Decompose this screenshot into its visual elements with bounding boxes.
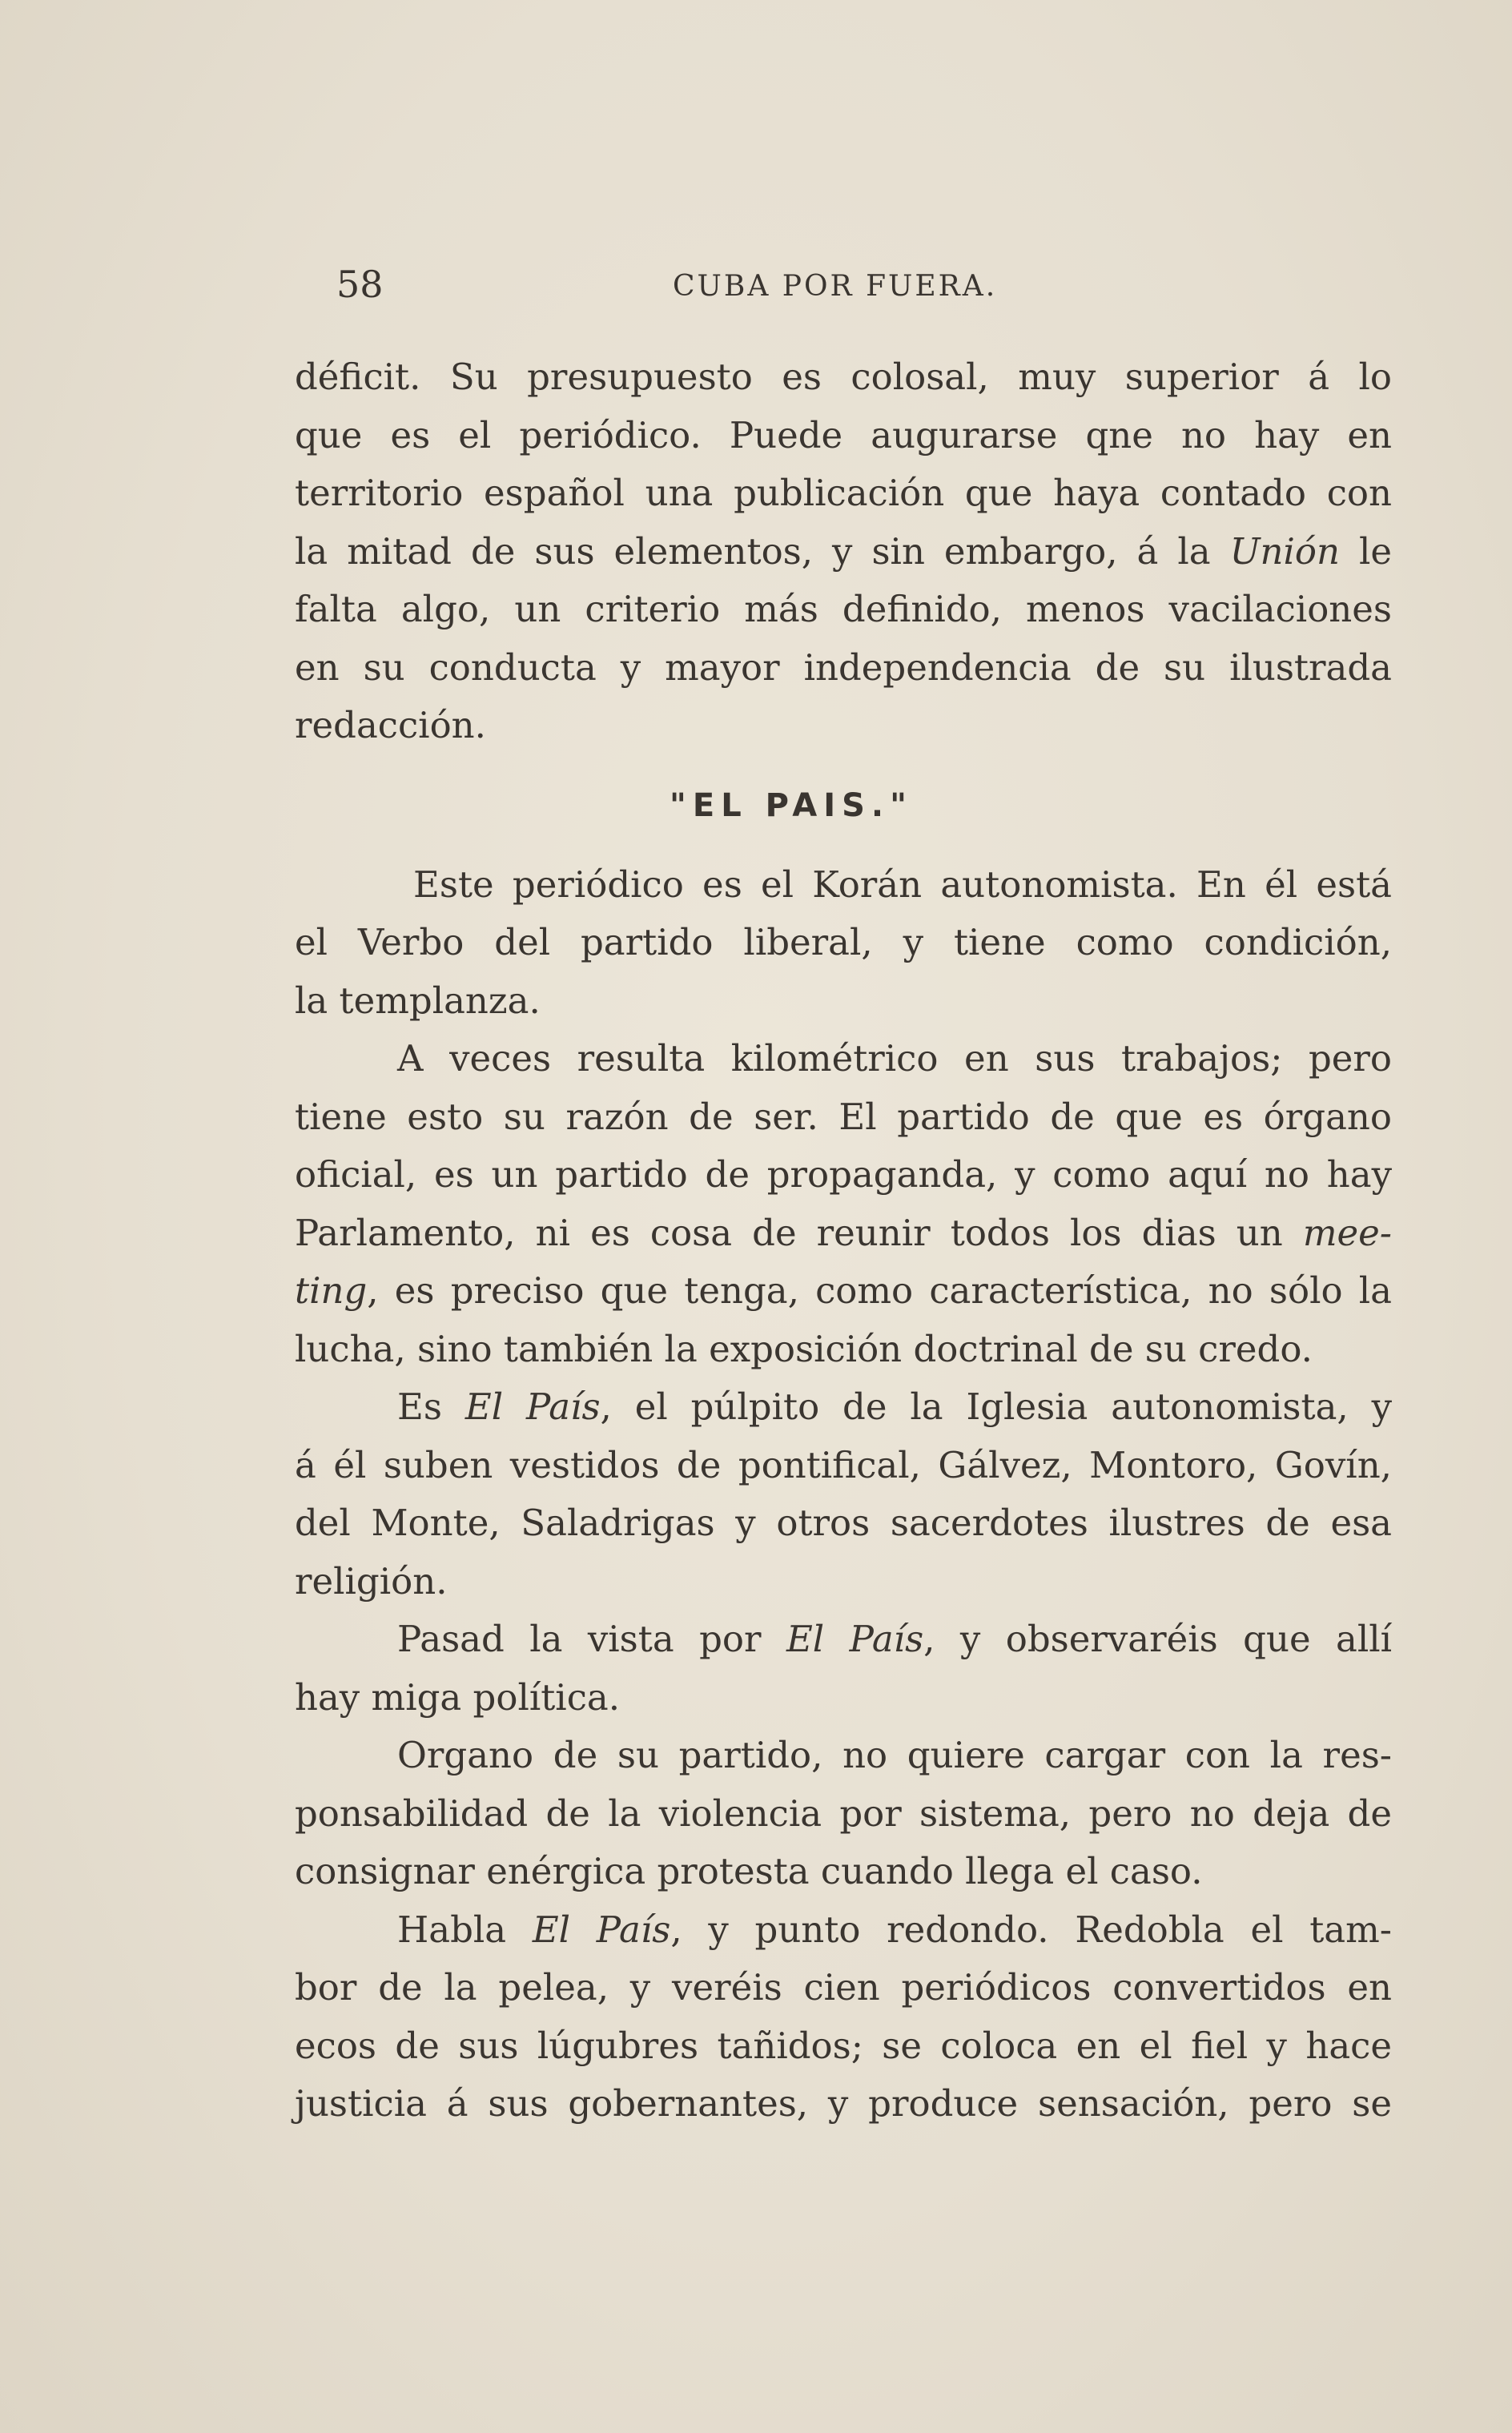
italic-word: ting xyxy=(295,1269,368,1312)
paragraph-5 xyxy=(295,1611,1392,1727)
text-line: falta algo, un criterio más definido, menos vacilaciones xyxy=(295,588,1392,630)
text-line xyxy=(295,1378,1392,1437)
text-line: Organo de su partido, no quiere cargar con la res- xyxy=(397,1734,1392,1776)
text-span: , y observaréis que allí xyxy=(923,1618,1392,1660)
text-line: ecos de sus lúgubres tañidos; se coloca en el fiel y hace xyxy=(295,2024,1392,2067)
italic-title: Unión xyxy=(1229,529,1340,573)
section-heading: "EL PAIS." xyxy=(670,786,913,824)
body-text xyxy=(295,348,1392,2133)
text-line: hay miga política. xyxy=(295,1675,621,1719)
text-span: Habla xyxy=(397,1908,507,1951)
text-span: , es preciso que tenga, como característica, no sólo la xyxy=(367,1269,1392,1312)
text-span: Es xyxy=(397,1385,442,1428)
page-header xyxy=(336,264,1393,304)
text-line: A veces resulta kilométrico en sus trabajos; pero xyxy=(397,1037,1392,1080)
paragraph-6 xyxy=(295,1727,1392,1901)
text-line: la templanza. xyxy=(295,979,541,1022)
text-line: déficit. Su presupuesto es colosal, muy superior á lo xyxy=(295,356,1392,398)
text-line: oficial, es un partido de propaganda, y como aquí no hay xyxy=(295,1153,1392,1196)
running-head: CUBA POR FUERA. xyxy=(673,270,998,303)
text-line: Este periódico es el Korán autonomista. En él está xyxy=(413,863,1392,906)
text-line xyxy=(295,1611,1392,1669)
text-span: le xyxy=(1358,529,1393,573)
paragraph-2 xyxy=(295,856,1392,1031)
text-line: en su conducta y mayor independencia de su ilustrada xyxy=(295,645,1392,689)
italic-title: El País xyxy=(464,1385,601,1428)
paragraph-3 xyxy=(295,1030,1392,1378)
text-span: Pasad la vista por xyxy=(397,1618,762,1660)
text-line xyxy=(295,1204,1392,1263)
text-line xyxy=(295,1262,1392,1321)
text-line: religión. xyxy=(295,1559,448,1603)
paragraph-7 xyxy=(295,1901,1392,2133)
italic-word: mee- xyxy=(1302,1211,1392,1254)
italic-title: El País xyxy=(786,1618,924,1660)
text-line: el Verbo del partido liberal, y tiene como condición, xyxy=(295,921,1392,963)
text-line: consignar enérgica protesta cuando llega el caso. xyxy=(295,1850,1203,1892)
text-line: ponsabilidad de la violencia por sistema, pero no deja de xyxy=(295,1792,1392,1835)
text-line: territorio español una publicación que haya contado con xyxy=(295,472,1392,514)
text-line: bor de la pelea, y veréis cien periódicos convertidos en xyxy=(295,1966,1392,2009)
text-line xyxy=(295,523,1392,581)
text-line: justicia á sus gobernantes, y produce sensación, pero se xyxy=(295,2082,1392,2125)
text-span: , y punto redondo. Redobla el tam- xyxy=(670,1908,1392,1951)
text-span: , el púlpito de la Iglesia autonomista, y xyxy=(600,1385,1393,1428)
text-line xyxy=(295,1901,1392,1960)
text-line: redacción. xyxy=(295,704,486,746)
text-span: la mitad de sus elementos, y sin embargo, á la xyxy=(295,529,1211,573)
text-line: que es el periódico. Puede augurarse qne no hay en xyxy=(295,413,1392,456)
text-line: tiene esto su razón de ser. El partido de que es órgano xyxy=(295,1095,1392,1138)
paragraph-4 xyxy=(295,1378,1392,1611)
text-span: Parlamento, ni es cosa de reunir todos los dias un xyxy=(295,1211,1283,1254)
paragraph-1 xyxy=(295,348,1392,755)
page-number: 58 xyxy=(336,263,384,306)
italic-title: El País xyxy=(532,1908,671,1951)
text-line: del Monte, Saladrigas y otros sacerdotes ilustres de esa xyxy=(295,1502,1392,1544)
text-line: lucha, sino también la exposición doctrinal de su credo. xyxy=(295,1327,1313,1370)
text-line: á él suben vestidos de pontifical, Gálvez, Montoro, Govín, xyxy=(295,1443,1392,1486)
